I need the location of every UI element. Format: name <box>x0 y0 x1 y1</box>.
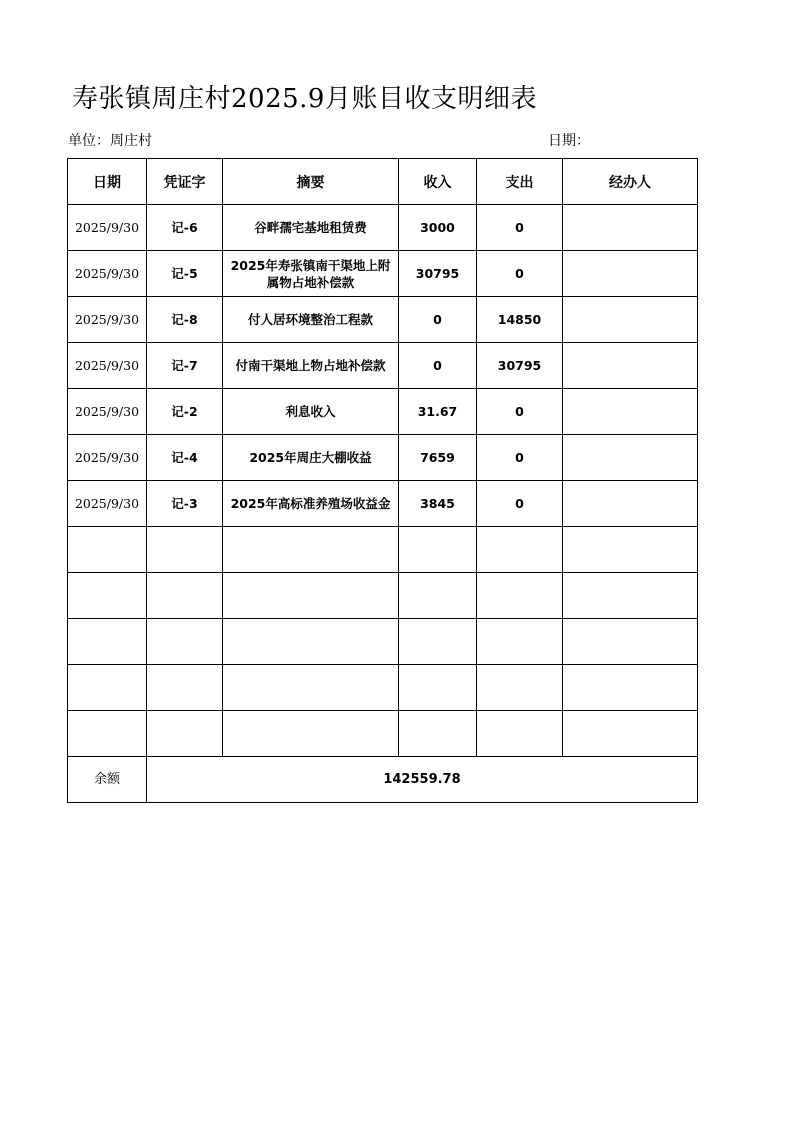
income-cell: 3000 <box>399 205 477 251</box>
table-row <box>68 665 698 711</box>
date-cell <box>68 665 147 711</box>
date-cell: 2025/9/30 <box>68 389 147 435</box>
expense-cell: 14850 <box>477 297 563 343</box>
handler-cell <box>563 481 698 527</box>
header-expense: 支出 <box>477 159 563 205</box>
handler-cell <box>563 297 698 343</box>
income-cell <box>399 619 477 665</box>
date-cell: 2025/9/30 <box>68 343 147 389</box>
handler-cell <box>563 665 698 711</box>
handler-cell <box>563 205 698 251</box>
handler-cell <box>563 343 698 389</box>
table-row <box>68 389 698 435</box>
expense-cell: 0 <box>477 481 563 527</box>
summary-cell <box>223 573 399 619</box>
income-cell <box>399 527 477 573</box>
income-cell: 0 <box>399 297 477 343</box>
voucher-cell <box>147 665 223 711</box>
summary-cell: 2025年寿张镇南干渠地上附属物占地补偿款 <box>223 251 399 297</box>
voucher-cell <box>147 573 223 619</box>
balance-label: 余额 <box>68 757 147 803</box>
summary-cell: 谷畔孺宅基地租赁费 <box>223 205 399 251</box>
expense-cell: 0 <box>477 389 563 435</box>
header-voucher: 凭证字 <box>147 159 223 205</box>
income-cell <box>399 711 477 757</box>
expense-cell: 0 <box>477 251 563 297</box>
table-row <box>68 573 698 619</box>
handler-cell <box>563 711 698 757</box>
income-cell: 7659 <box>399 435 477 481</box>
date-cell <box>68 573 147 619</box>
balance-value: 142559.78 <box>147 757 698 803</box>
balance-row <box>68 757 698 803</box>
date-cell: 2025/9/30 <box>68 205 147 251</box>
voucher-cell: 记-7 <box>147 343 223 389</box>
table-row <box>68 527 698 573</box>
date-label: 日期： <box>548 133 590 149</box>
summary-cell <box>223 711 399 757</box>
header-summary: 摘要 <box>223 159 399 205</box>
income-cell <box>399 573 477 619</box>
voucher-cell: 记-2 <box>147 389 223 435</box>
expense-cell <box>477 527 563 573</box>
voucher-cell <box>147 711 223 757</box>
summary-cell <box>223 527 399 573</box>
voucher-cell: 记-4 <box>147 435 223 481</box>
table-row <box>68 205 698 251</box>
voucher-cell: 记-3 <box>147 481 223 527</box>
table-row <box>68 711 698 757</box>
header-date: 日期 <box>68 159 147 205</box>
summary-cell <box>223 619 399 665</box>
date-cell: 2025/9/30 <box>68 481 147 527</box>
summary-cell: 付人居环境整治工程款 <box>223 297 399 343</box>
date-cell: 2025/9/30 <box>68 435 147 481</box>
handler-cell <box>563 573 698 619</box>
table-row <box>68 481 698 527</box>
expense-cell <box>477 573 563 619</box>
table-header-row <box>68 159 698 205</box>
income-cell <box>399 665 477 711</box>
income-cell: 30795 <box>399 251 477 297</box>
handler-cell <box>563 619 698 665</box>
expense-cell: 0 <box>477 435 563 481</box>
date-cell <box>68 711 147 757</box>
table-row <box>68 251 698 297</box>
summary-cell: 利息收入 <box>223 389 399 435</box>
ledger-table <box>67 158 698 803</box>
table-row <box>68 343 698 389</box>
date-cell: 2025/9/30 <box>68 251 147 297</box>
voucher-cell: 记-8 <box>147 297 223 343</box>
handler-cell <box>563 251 698 297</box>
expense-cell <box>477 665 563 711</box>
summary-cell: 2025年周庄大棚收益 <box>223 435 399 481</box>
date-cell <box>68 527 147 573</box>
summary-cell: 付南干渠地上物占地补偿款 <box>223 343 399 389</box>
handler-cell <box>563 527 698 573</box>
income-cell: 31.67 <box>399 389 477 435</box>
page-title: 寿张镇周庄村2025.9月账目收支明细表 <box>72 84 537 114</box>
unit-label: 单位：周庄村 <box>68 133 152 149</box>
header-income: 收入 <box>399 159 477 205</box>
table-row <box>68 619 698 665</box>
handler-cell <box>563 389 698 435</box>
header-handler: 经办人 <box>563 159 698 205</box>
summary-cell <box>223 665 399 711</box>
table-row <box>68 297 698 343</box>
table-row <box>68 435 698 481</box>
voucher-cell: 记-6 <box>147 205 223 251</box>
expense-cell <box>477 619 563 665</box>
income-cell: 3845 <box>399 481 477 527</box>
voucher-cell <box>147 527 223 573</box>
income-cell: 0 <box>399 343 477 389</box>
expense-cell <box>477 711 563 757</box>
date-cell <box>68 619 147 665</box>
summary-cell: 2025年高标准养殖场收益金 <box>223 481 399 527</box>
voucher-cell: 记-5 <box>147 251 223 297</box>
handler-cell <box>563 435 698 481</box>
date-cell: 2025/9/30 <box>68 297 147 343</box>
expense-cell: 0 <box>477 205 563 251</box>
voucher-cell <box>147 619 223 665</box>
expense-cell: 30795 <box>477 343 563 389</box>
